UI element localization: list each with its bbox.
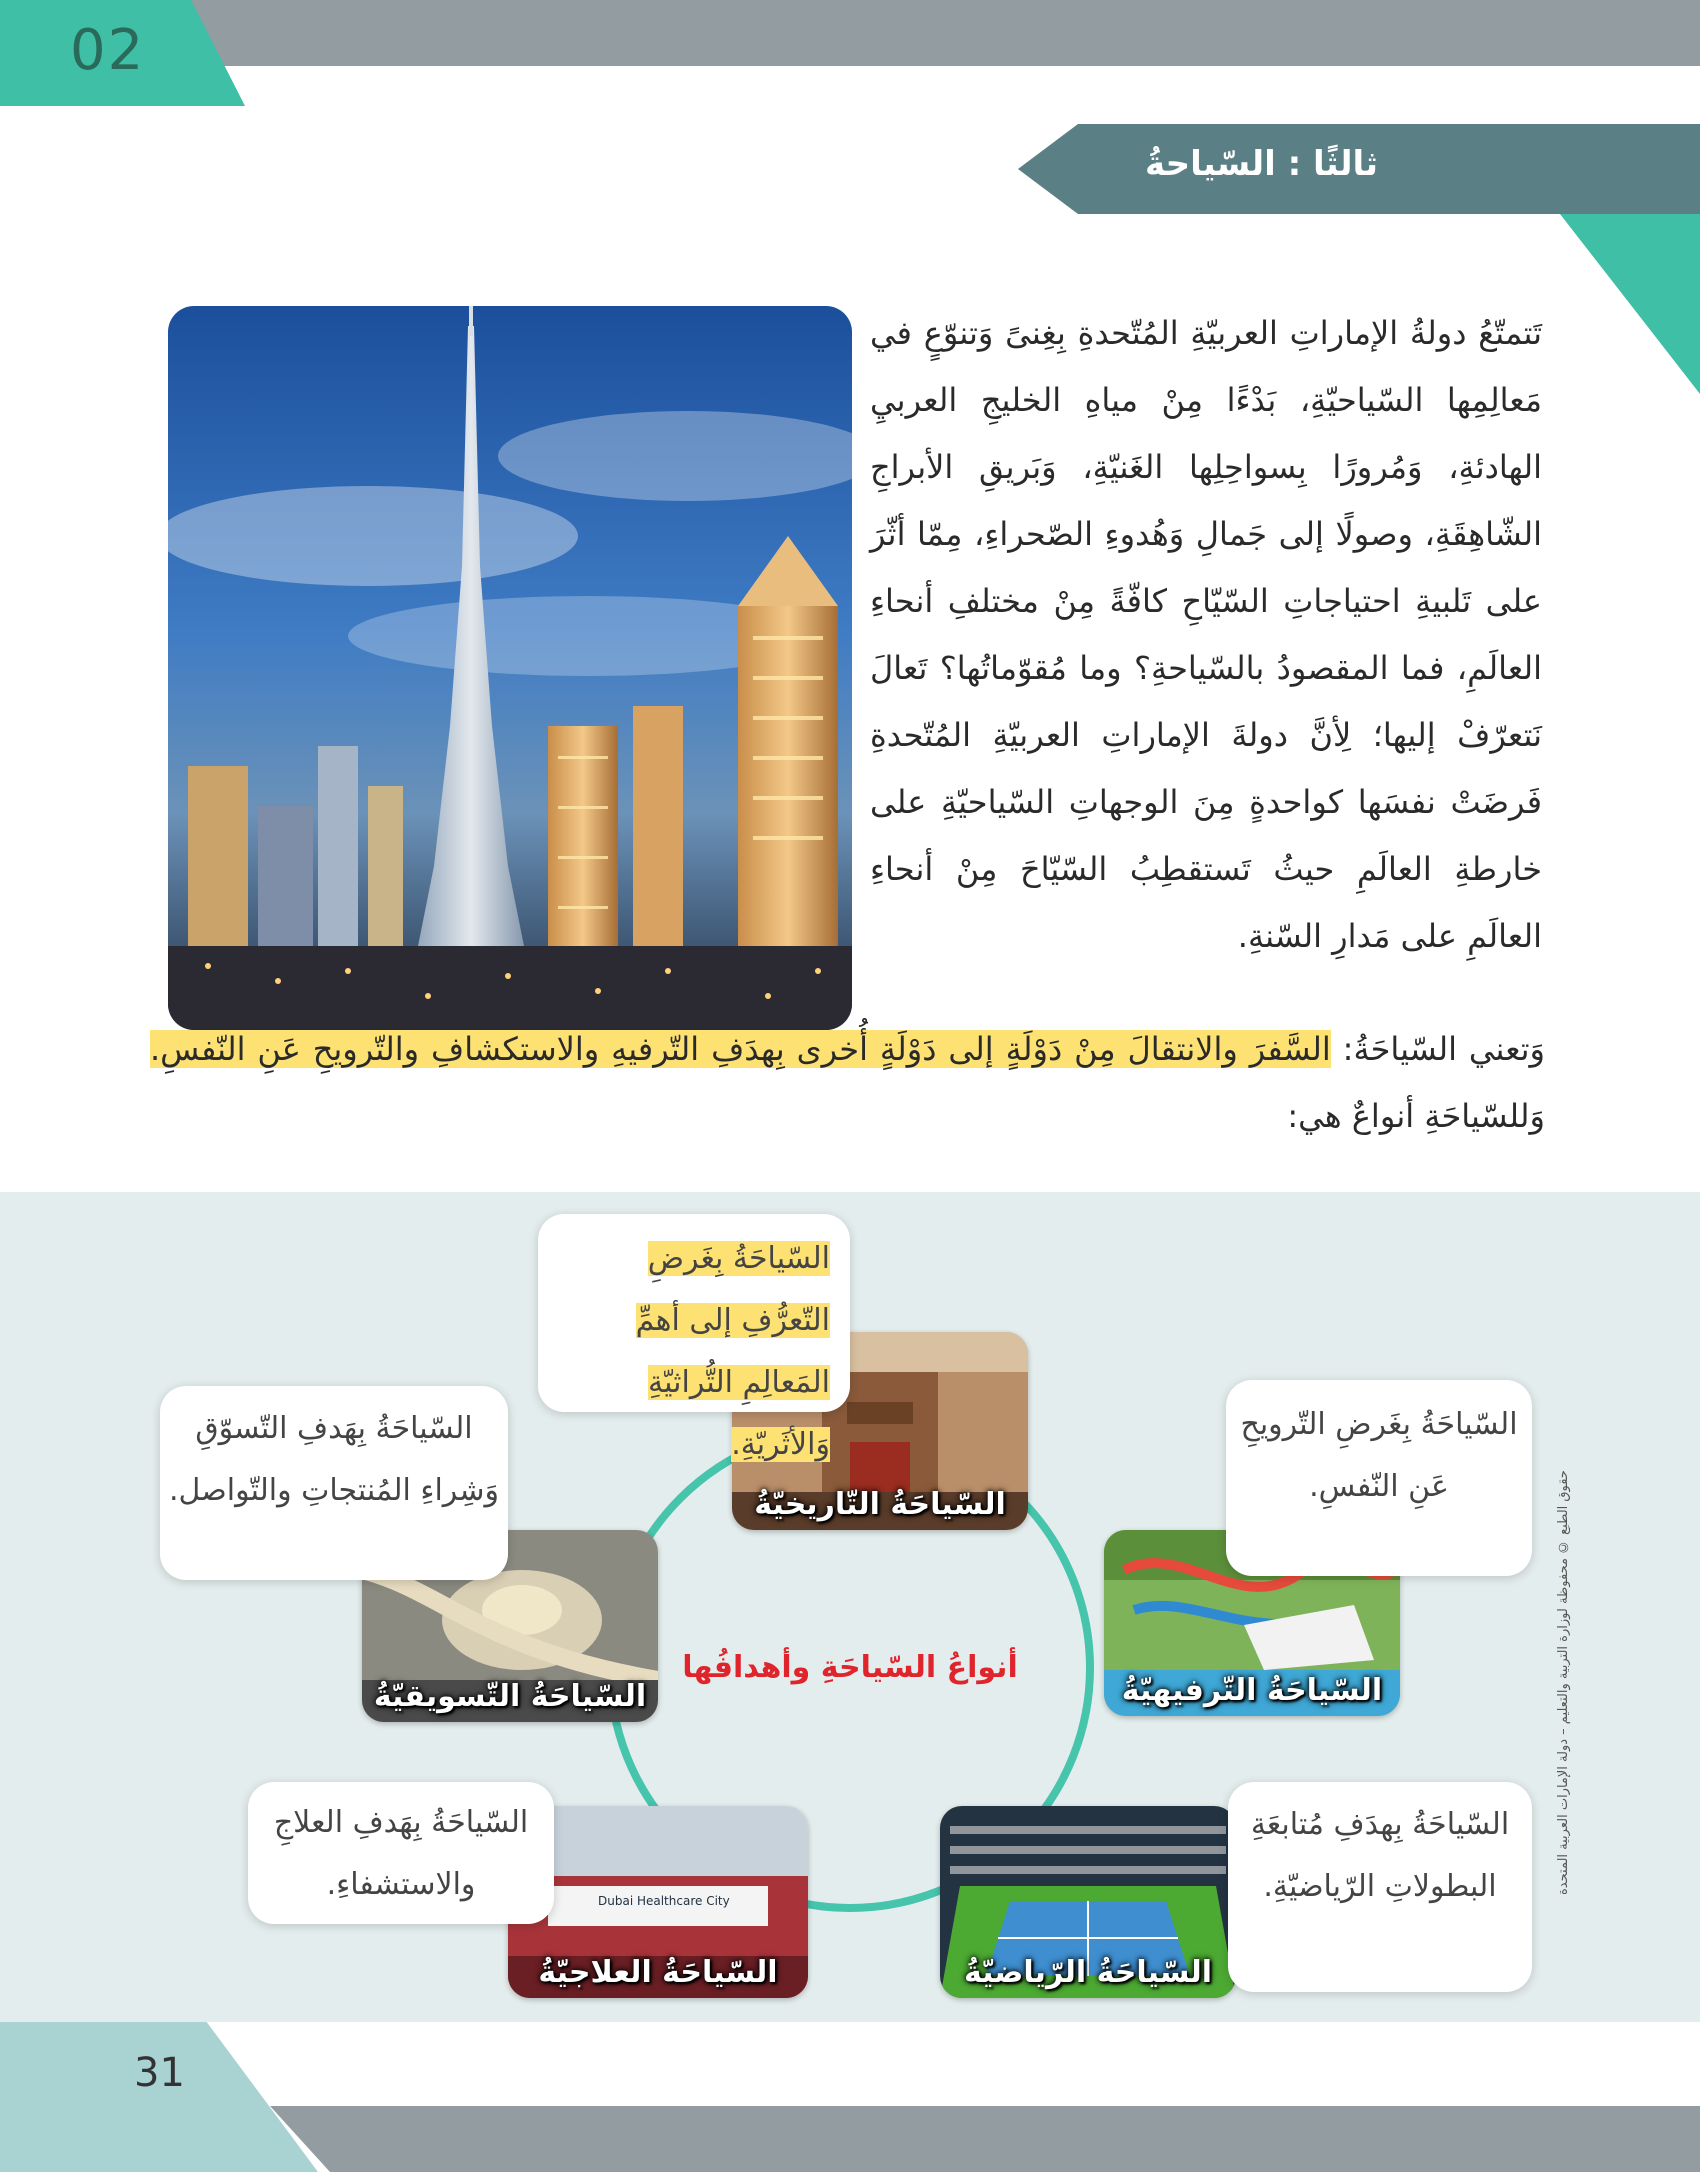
chapter-number: 02 (70, 18, 146, 83)
banner-accent (1560, 214, 1700, 394)
sports-goal-bubble (1228, 1782, 1532, 1992)
historical-goal-text: السّياحَةُ بِغَرضِ التّعرُّفِ إلى أهمِّ المَعالِمِ التُّراثيّةِ وَالأثَريّةِ. (635, 1241, 830, 1462)
historical-goal-bubble (538, 1214, 850, 1462)
footer-tab (0, 2022, 318, 2172)
medical-goal-bubble (248, 1782, 554, 1924)
diagram-center-title: أنواعُ السّياحَةِ وأهدافُها (682, 1650, 1018, 1685)
section-title: ثالثًا : السّياحةُ (1144, 144, 1378, 184)
recreational-goal-bubble (1226, 1380, 1532, 1576)
sports-goal-text: السّياحَةُ بِهدَفِ مُتابعَةِ البطولاتِ الرّياضيّةِ. (1250, 1807, 1510, 1904)
recreational-goal-text: السّياحَةُ بِغَرضِ التّرويحِ عَنِ النّفسِ. (1240, 1407, 1518, 1504)
recreational-tourism-label: السّياحَةُ التّرفيهيّةُ (1121, 1673, 1383, 1708)
hospital-sign-text: Dubai Healthcare City (598, 1894, 730, 1908)
intro-paragraph: تَتمتّعُ دولةُ الإماراتِ العربيّةِ المُتّحدةِ بِغِنىً وَتنوّعٍ في مَعالِمِها السّياحيّةِ، بَدْءًا مِنْ مياهِ الخليجِ العربيِ الهادئةِ، وَمُرورًا بِسواحِلِها الغَنيّةِ، وَبَريقِ الأبراجِ الشّاهِقَةِ، وصولًا إلى جَمالِ وَهُدوءِ الصّحراءِ، مِمّا أثّرَ على تَلبيةِ احتياجاتِ السّيّاحِ كافّةً مِنْ مختلفِ أنحاءِ العالَمِ، فما المقصودُ بالسّياحةِ؟ وما مُقوّماتُها؟ تَعالَ نَتعرّفْ إليها؛ لِأنَّ دولةَ الإماراتِ العربيّةِ المُتّحدةِ فَرضَتْ نفسَها كواحدةٍ مِنَ الوجهاتِ السّياحيّةِ على خارطةِ العالَمِ حيثُ تَستقطِبُ السّيّاحَ مِنْ أنحاءِ العالَمِ على مَدارِ السّنةِ. (870, 314, 1542, 955)
footer-bar (270, 2106, 1700, 2172)
page-number: 31 (134, 2050, 185, 2096)
medical-tourism-label: السّياحَةُ العلاجيّةُ (538, 1955, 778, 1990)
shopping-goal-text: السّياحَةُ بِهَدفِ التّسوّقِ وَشِراءِ المُنتجاتِ والتّواصل. (169, 1411, 499, 1508)
definition-lead: وَتعني السّياحَةُ: (1330, 1030, 1546, 1068)
shopping-goal-bubble (160, 1386, 508, 1580)
dubai-skyline-photo (168, 306, 852, 1030)
definition-highlight: السَّفرَ والانتقالَ مِنْ دَوْلَةٍ إلى دَوْلَةٍ أُخرى بِهدَفِ التّرفيهِ والاستكشافِ والتّرويحِ عَنِ النّفسِ. (150, 1030, 1331, 1068)
definition-tail: وَللسّياحَةِ أنواعٌ هي: (1287, 1097, 1545, 1135)
definition-paragraph (150, 1016, 1545, 1150)
shopping-tourism-label: السّياحَةُ التّسويقيّةُ (373, 1679, 647, 1714)
copyright-note: حقوق الطبع © محفوظة لوزارة التربية والتعليم – دولة الإمارات العربية المتحدة (1556, 1470, 1571, 1895)
header-bar (0, 0, 1700, 66)
historical-tourism-label: السّياحَةُ التّاريخيّةُ (754, 1487, 1006, 1522)
sports-tourism-label: السّياحَةُ الرّياضيّةُ (963, 1955, 1212, 1990)
sports-tourism-card (940, 1806, 1236, 1998)
medical-goal-text: السّياحَةُ بِهَدفِ العلاجِ والاستشفاءِ. (273, 1805, 529, 1902)
